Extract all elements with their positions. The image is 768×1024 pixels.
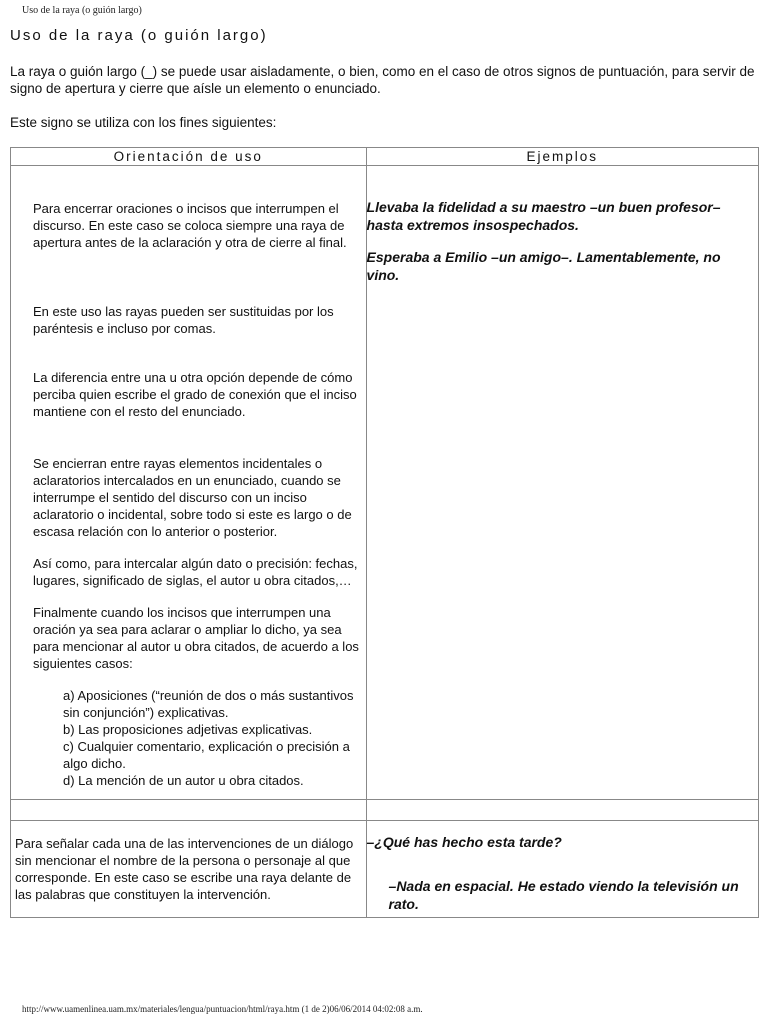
intro-paragraph: La raya o guión largo (_) se puede usar aisladamente, o bien, como en el caso de otros signos de puntuación, para servir de signo de apertura y cierre que aísle un elemento o enunciado. bbox=[10, 64, 755, 96]
list-item: d) La mención de un autor u obra citados. bbox=[63, 773, 304, 788]
usage-paragraph: Para señalar cada una de las intervenciones de un diálogo sin mencionar el nombre de la persona o personaje al que corresponde. En este caso se escribe una raya delante de las palabras que constituyen la intervención. bbox=[15, 836, 354, 902]
spacer-cell bbox=[366, 800, 758, 821]
examples-cell bbox=[366, 166, 758, 800]
browser-header-caption: Uso de la raya (o guión largo) bbox=[22, 5, 142, 16]
column-header-examples: Ejemplos bbox=[366, 148, 758, 166]
usage-paragraph: Así como, para intercalar algún dato o precisión: fechas, lugares, significado de siglas, el autor u obra citados,… bbox=[33, 556, 358, 588]
examples-cell bbox=[366, 821, 758, 918]
usage-paragraph: Se encierran entre rayas elementos incidentales o aclaratorios intercalados en un enunciado, cuando se interrumpe el sentido del discurso con un inciso aclaratorio o incidental, sobre todo si este es largo o de escasa relación con lo anterior o posterior. bbox=[33, 456, 352, 539]
dialog-line: –¿Qué has hecho esta tarde? bbox=[366, 834, 562, 850]
table-spacer-row bbox=[11, 800, 759, 821]
usage-description-cell bbox=[11, 821, 367, 918]
page-title: Uso de la raya (o guión largo) bbox=[10, 27, 268, 44]
usage-paragraph: En este uso las rayas pueden ser sustituidas por los paréntesis e incluso por comas. bbox=[33, 304, 334, 336]
example-sentence: Llevaba la fidelidad a su maestro –un buen profesor– hasta extremos insospechados. bbox=[366, 199, 721, 233]
intro-lead-paragraph: Este signo se utiliza con los fines siguientes: bbox=[10, 115, 277, 130]
list-item: a) Aposiciones (“reunión de dos o más sustantivos sin conjunción”) explicativas. bbox=[63, 688, 354, 720]
browser-footer-url: http://www.uamenlinea.uam.mx/materiales/lengua/puntuacion/html/raya.htm (1 de 2)06/06/2014 04:02:08 a.m. bbox=[22, 1004, 423, 1014]
usage-description-cell bbox=[11, 166, 367, 800]
table-header-row bbox=[11, 148, 759, 166]
usage-paragraph: Para encerrar oraciones o incisos que interrumpen el discurso. En este caso se coloca siempre una raya de apertura antes de la aclaración y otra de cierre al final. bbox=[33, 201, 347, 250]
list-item: c) Cualquier comentario, explicación o precisión a algo dicho. bbox=[63, 739, 350, 771]
dialog-line: –Nada en espacial. He estado viendo la televisión un rato. bbox=[388, 878, 739, 912]
example-sentence: Esperaba a Emilio –un amigo–. Lamentablemente, no vino. bbox=[366, 249, 721, 283]
usage-table bbox=[10, 147, 759, 918]
usage-paragraph: La diferencia entre una u otra opción depende de cómo perciba quien escribe el grado de conexión que el inciso mantiene con el resto del enunciado. bbox=[33, 370, 357, 419]
table-row bbox=[11, 821, 759, 918]
list-item: b) Las proposiciones adjetivas explicativas. bbox=[63, 722, 313, 737]
table-row bbox=[11, 166, 759, 800]
cases-list bbox=[33, 687, 364, 789]
usage-paragraph: Finalmente cuando los incisos que interrumpen una oración ya sea para aclarar o ampliar lo dicho, ya sea para mencionar al autor u obra citados, de acuerdo a los siguientes casos: bbox=[33, 605, 359, 671]
column-header-orientation: Orientación de uso bbox=[11, 148, 367, 166]
spacer-cell bbox=[11, 800, 367, 821]
